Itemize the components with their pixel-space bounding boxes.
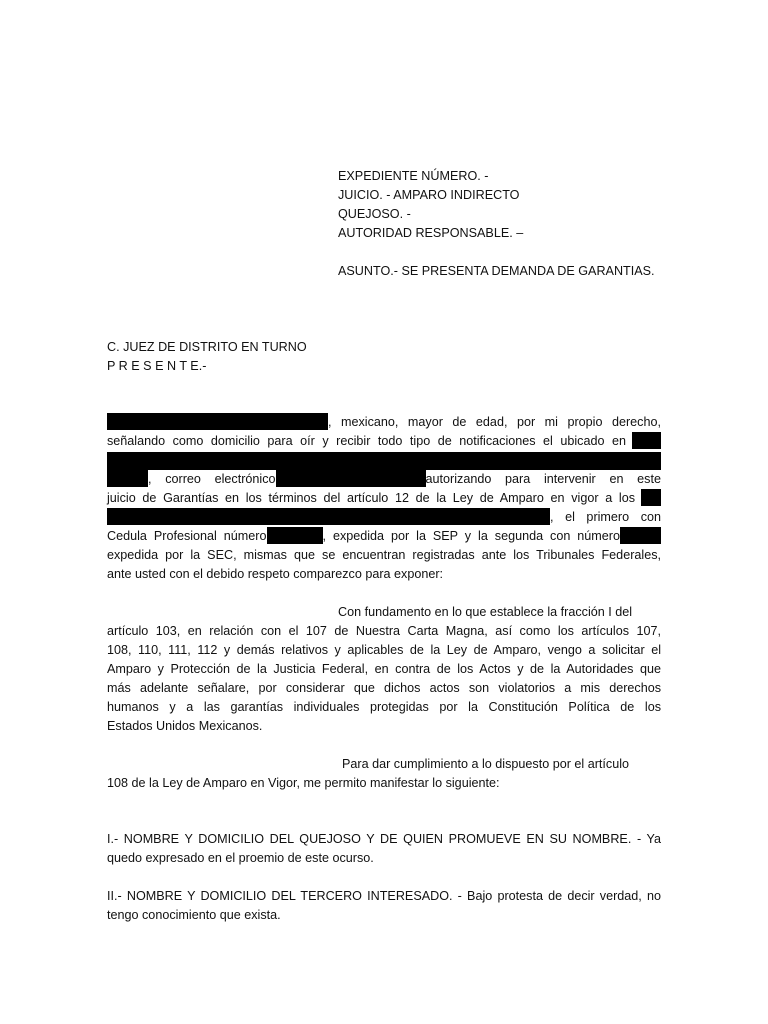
section-2-line-1: II.- NOMBRE Y DOMICILIO DEL TERCERO INTERESADO. - Bajo protesta de decir verdad, no <box>107 889 661 903</box>
fundamento-line-7: Estados Unidos Mexicanos. <box>107 719 263 733</box>
asunto-line: ASUNTO.- SE PRESENTA DEMANDA DE GARANTIAS. <box>338 264 655 278</box>
fundamento-line-3: 108, 110, 111, 112 y demás relativos y aplicables de la Ley de Amparo, vengo a solicitar el <box>107 643 661 657</box>
redaction-cedula-2 <box>620 527 661 544</box>
expediente-line: EXPEDIENTE NÚMERO. - <box>338 169 489 183</box>
redaction-name <box>107 413 328 430</box>
cumplimiento-line-1: Para dar cumplimiento a lo dispuesto por el artículo <box>342 757 630 771</box>
intro-line-4: , correo electrónico autorizando para intervenir en este <box>107 470 661 489</box>
redaction-authorized-names <box>107 508 550 525</box>
section-1-line-2: quedo expresado en el proemio de este ocurso. <box>107 851 374 865</box>
section-1-line-1: I.- NOMBRE Y DOMICILIO DEL QUEJOSO Y DE QUIEN PROMUEVE EN SU NOMBRE. - Ya <box>107 832 661 846</box>
fundamento-line-6: humanos y a las garantías individuales protegidas por la Constitución Política de los <box>107 700 661 714</box>
intro-line-5: juicio de Garantías en los términos del artículo 12 de la Ley de Amparo en vigor a los <box>107 489 661 508</box>
intro-line-7: Cedula Profesional número , expedida por la SEP y la segunda con número <box>107 527 661 546</box>
fundamento-line-4: Amparo y Protección de la Justicia Federal, en contra de los Actos y de la Autoridades que <box>107 662 661 676</box>
redaction-address-start <box>632 432 661 449</box>
intro-line-6: , el primero con <box>107 508 661 527</box>
redaction-cedula-1 <box>267 527 323 544</box>
fundamento-line-5: más adelante señalare, por considerar que dichos actos son violatorios a mis derechos <box>107 681 661 695</box>
intro-line-1: , mexicano, mayor de edad, por mi propio derecho, <box>107 413 661 432</box>
fundamento-line-1: Con fundamento en lo que establece la fracción I del <box>338 605 633 619</box>
juicio-line: JUICIO. - AMPARO INDIRECTO <box>338 188 520 202</box>
autoridad-line: AUTORIDAD RESPONSABLE. – <box>338 226 524 240</box>
redaction-address-end <box>107 470 148 487</box>
addressee-line-2: P R E S E N T E.- <box>107 359 207 373</box>
redaction-authorized-start <box>641 489 661 506</box>
redaction-email <box>276 470 426 487</box>
intro-line-9: ante usted con el debido respeto comparezco para exponer: <box>107 567 444 581</box>
intro-line-8: expedida por la SEC, mismas que se encuentran registradas ante los Tribunales Federales, <box>107 548 661 562</box>
fundamento-line-2: artículo 103, en relación con el 107 de Nuestra Carta Magna, así como los artículos 107, <box>107 624 661 638</box>
addressee-line-1: C. JUEZ DE DISTRITO EN TURNO <box>107 340 307 354</box>
cumplimiento-line-2: 108 de la Ley de Amparo en Vigor, me permito manifestar lo siguiente: <box>107 776 500 790</box>
redaction-address-full-line <box>107 452 661 470</box>
intro-line-2: señalando como domicilio para oír y recibir todo tipo de notificaciones el ubicado en <box>107 432 661 451</box>
quejoso-line: QUEJOSO. - <box>338 207 411 221</box>
section-2-line-2: tengo conocimiento que exista. <box>107 908 281 922</box>
